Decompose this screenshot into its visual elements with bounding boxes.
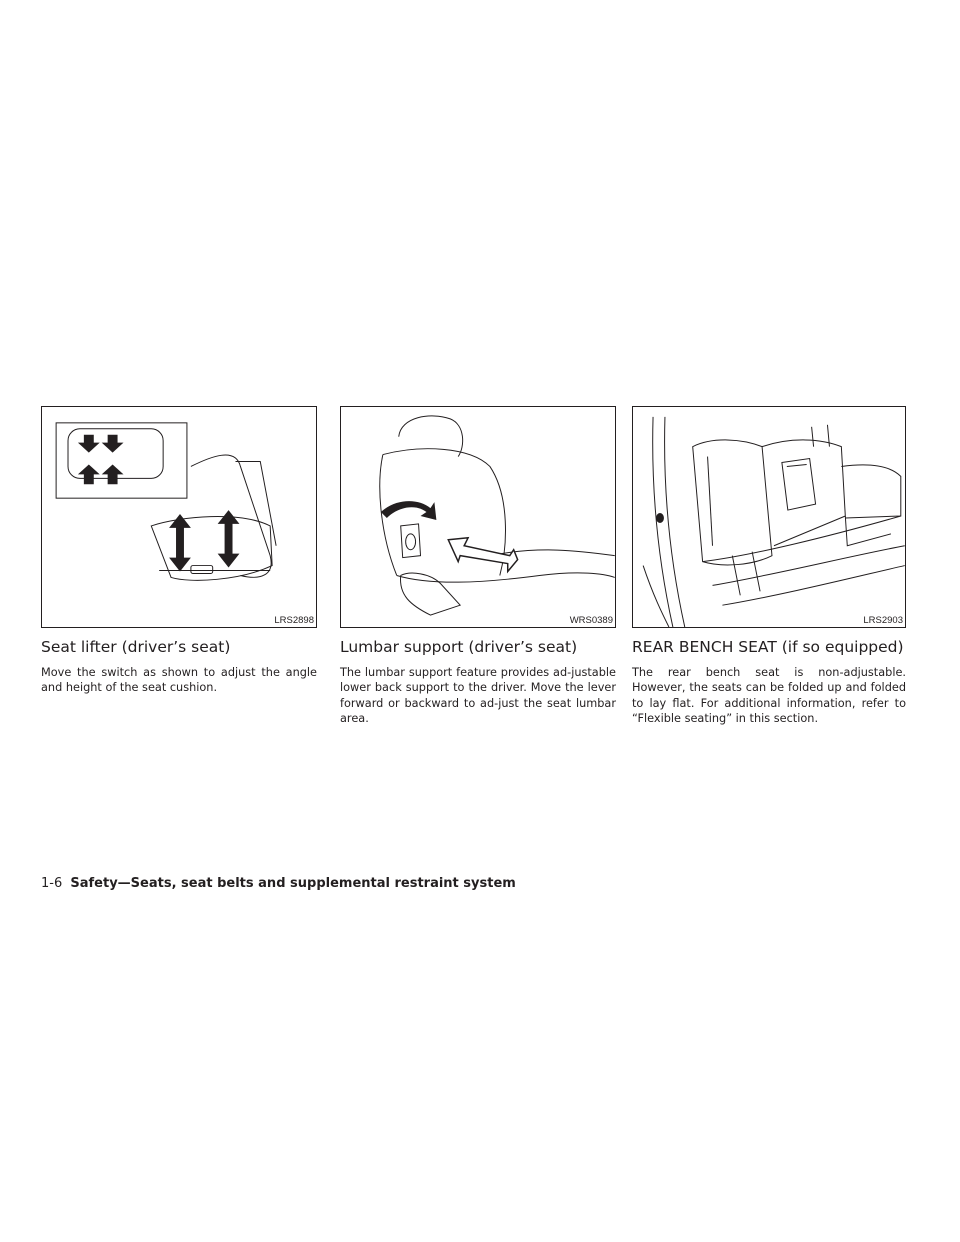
section-body: The rear bench seat is non-adjustable. However, the seats can be folded up and folded to lay flat. For additional information, refer to “Flexible seating” in this section. bbox=[632, 666, 906, 725]
section-seat-lifter bbox=[41, 406, 317, 696]
lumbar-support-illustration bbox=[340, 406, 616, 628]
rear-bench-seat-illustration bbox=[632, 406, 906, 628]
figure-code: LRS2898 bbox=[274, 615, 314, 626]
section-body: The lumbar support feature provides ad-justable lower back support to the driver. Move the lever forward or backward to ad-just the seat lumbar area. bbox=[340, 666, 616, 725]
figure-code: WRS0389 bbox=[569, 615, 613, 626]
rear-bench-seat-drawing bbox=[633, 407, 905, 627]
section-lumbar-support bbox=[340, 406, 616, 726]
section-rear-bench-seat bbox=[632, 406, 906, 726]
section-body: Move the switch as shown to adjust the angle and height of the seat cushion. bbox=[41, 666, 317, 695]
seat-lifter-drawing bbox=[42, 407, 316, 627]
lumbar-support-drawing bbox=[341, 407, 615, 627]
section-heading: Lumbar support (driver’s seat) bbox=[340, 638, 578, 656]
figure-code: LRS2903 bbox=[863, 615, 903, 626]
page-footer bbox=[41, 876, 516, 891]
seat-lifter-illustration bbox=[41, 406, 317, 628]
section-heading: REAR BENCH SEAT (if so equipped) bbox=[632, 638, 904, 656]
chapter-title: Safety—Seats, seat belts and supplemental restraint system bbox=[70, 876, 516, 891]
page-number: 1-6 bbox=[41, 876, 63, 891]
section-heading: Seat lifter (driver’s seat) bbox=[41, 638, 231, 656]
